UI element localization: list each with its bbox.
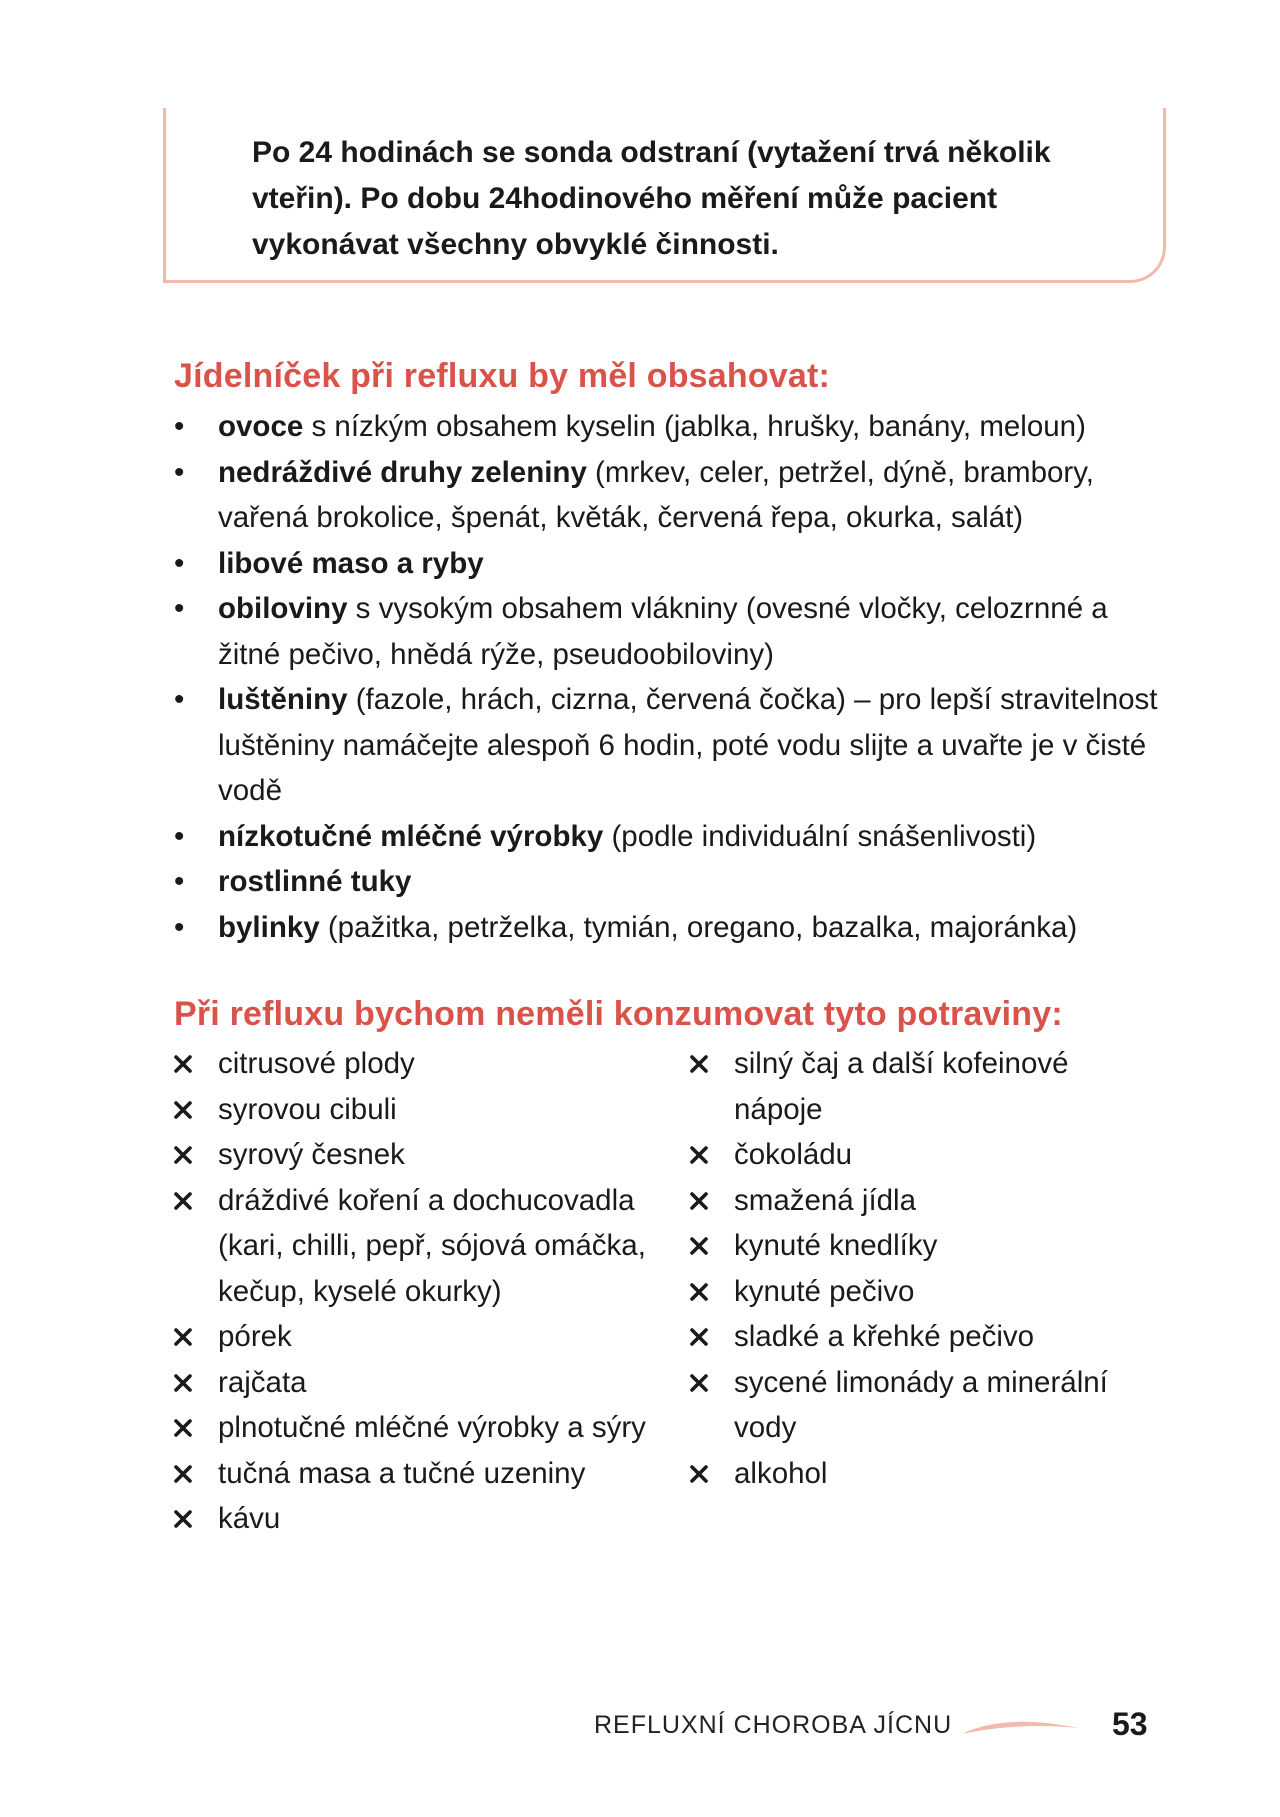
list-item [174,1314,674,1360]
item-text: kynuté pečivo [734,1274,915,1308]
list-item [174,677,1164,814]
bullet-icon: • [174,819,185,853]
item-text: s nízkým obsahem kyselin (jablka, hrušky, banány, meloun) [303,410,1086,443]
item-text: syrovou cibuli [218,1092,397,1126]
list-item [690,1041,1140,1132]
cross-icon [174,1374,192,1392]
cross-icon [690,1465,708,1483]
bullet-icon: • [174,865,185,898]
cross-icon [174,1055,192,1073]
item-bold: bylinky [218,910,320,944]
item-text: smažená jídla [734,1183,917,1217]
list-item [174,586,1164,677]
list-item [690,1178,1140,1224]
page-number: 53 [1112,1706,1148,1742]
list-item [690,1314,1140,1360]
cross-icon [174,1101,192,1119]
item-text: (pažitka, petrželka, tymián, oregano, bazalka, majoránka) [319,910,1078,944]
cross-icon [174,1510,192,1528]
item-text: dráždivé koření a dochucovadla (kari, chilli, pepř, sójová omáčka, kečup, kyselé okurky) [218,1183,646,1308]
list-item [690,1132,1140,1178]
cross-icon [690,1374,708,1392]
cross-icon [174,1328,192,1346]
item-bold: nízkotučné mléčné výrobky [218,819,604,853]
item-text: sycené limonády a minerální vody [734,1365,1108,1444]
item-text: (fazole, hrách, cizrna, červená čočka) – pro lepší stravitelnost luštěniny namáčejte alespoň 6 hodin, poté vodu slijte a uvařte je v čisté vodě [218,683,1158,807]
cross-icon [174,1146,192,1164]
item-text: čokoládu [734,1138,853,1171]
list-item [174,1451,674,1497]
decorative-swoosh [960,1716,1080,1740]
list-item [174,1496,674,1542]
cross-icon [690,1328,708,1346]
list-item [690,1269,1140,1315]
item-bold: rostlinné tuky [218,865,412,898]
list-item [174,1360,674,1406]
list-item [174,1132,674,1178]
bullet-icon: • [174,910,185,944]
cross-icon [690,1055,708,1073]
list-item [174,450,1164,541]
item-text: syrový česnek [218,1138,405,1171]
item-text: silný čaj a další kofeinové nápoje [734,1047,1069,1126]
cross-icon [690,1146,708,1164]
running-footer-title: REFLUXNÍ CHOROBA JÍCNU [594,1711,953,1739]
allowed-foods-list [174,404,1164,950]
item-text: plnotučné mléčné výrobky a sýry [218,1411,646,1444]
list-item [174,1178,674,1315]
list-item [174,404,1164,450]
item-text: s vysokým obsahem vlákniny (ovesné vločky, celozrnné a žitné pečivo, hnědá rýže, pseudoobiloviny) [218,592,1108,671]
item-text: citrusové plody [218,1047,415,1080]
list-item [174,1041,674,1087]
bullet-icon: • [174,410,185,443]
item-text: (podle individuální snášenlivosti) [603,819,1037,853]
item-text: sladké a křehké pečivo [734,1320,1035,1353]
list-item [174,905,1164,951]
cross-icon [174,1465,192,1483]
cross-icon [174,1192,192,1210]
item-bold: libové maso a ryby [218,546,484,580]
list-item [174,859,1164,905]
list-item [690,1360,1140,1451]
avoid-foods-list-right [690,1041,1140,1496]
item-bold: ovoce [218,410,304,443]
item-text: tučná masa a tučné uzeniny [218,1456,586,1490]
item-text: rajčata [218,1365,307,1399]
avoid-foods-heading: Při refluxu bychom neměli konzumovat tyto potraviny: [174,995,1063,1033]
bullet-icon: • [174,455,185,489]
item-text: kávu [218,1502,281,1535]
bullet-icon: • [174,683,185,716]
item-bold: obiloviny [218,592,348,625]
cross-icon [174,1419,192,1437]
allowed-foods-heading: Jídelníček při refluxu by měl obsahovat: [174,357,831,395]
item-text: (mrkev, celer, petržel, dýně, brambory, vařená brokolice, špenát, květák, červená řepa, okurka, salát) [218,455,1094,534]
list-item [174,1087,674,1133]
item-text: kynuté knedlíky [734,1229,938,1262]
note-text: Po 24 hodinách se sonda odstraní (vytažení trvá několik vteřin). Po dobu 24hodinového měření může pacient vykonávat všechny obvyklé činnosti. [252,136,1051,261]
item-bold: luštěniny [218,683,348,716]
cross-icon [690,1237,708,1255]
item-text: pórek [218,1320,292,1353]
list-item [690,1223,1140,1269]
item-text: alkohol [734,1456,828,1490]
list-item [174,1405,674,1451]
list-item [690,1451,1140,1497]
cross-icon [690,1283,708,1301]
bullet-icon: • [174,546,185,580]
list-item [174,541,1164,587]
avoid-foods-list-left [174,1041,674,1542]
list-item [174,814,1164,860]
cross-icon [690,1192,708,1210]
item-bold: nedráždivé druhy zeleniny [218,455,587,489]
bullet-icon: • [174,592,185,625]
